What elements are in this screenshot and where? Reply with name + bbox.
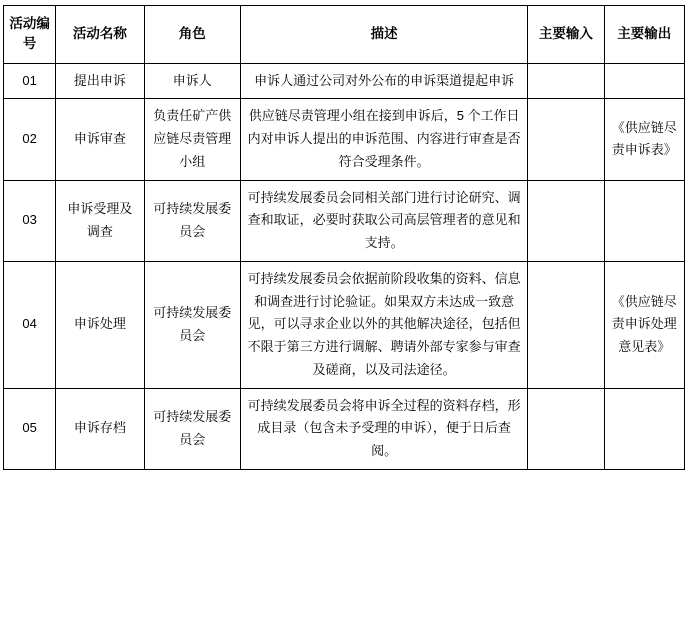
cell-description: 申诉人通过公司对外公布的申诉渠道提起申诉 [241, 63, 528, 99]
cell-activity-name: 提出申诉 [56, 63, 144, 99]
cell-activity-id: 05 [4, 388, 56, 469]
column-header-role-label: 角色 [178, 26, 206, 42]
table-row [4, 261, 685, 388]
table-row [4, 63, 685, 99]
column-header-main-input-label: 主要输入 [538, 26, 593, 42]
cell-main-input [528, 261, 604, 388]
table-row [4, 388, 685, 469]
cell-main-input [528, 180, 604, 261]
cell-activity-name: 申诉存档 [56, 388, 144, 469]
column-header-description-label: 描述 [370, 26, 398, 42]
cell-description: 可持续发展委员会将申诉全过程的资料存档，形成目录（包含未予受理的申诉），便于日后查阅。 [241, 388, 528, 469]
cell-role: 可持续发展委员会 [144, 388, 240, 469]
cell-role: 可持续发展委员会 [144, 180, 240, 261]
cell-activity-id: 04 [4, 261, 56, 388]
table-header-row [4, 6, 685, 64]
cell-role: 负责任矿产供应链尽责管理小组 [144, 99, 240, 180]
table-row [4, 180, 685, 261]
column-header-main-output-label: 主要输出 [617, 26, 672, 42]
cell-role: 申诉人 [144, 63, 240, 99]
cell-activity-id: 01 [4, 63, 56, 99]
cell-activity-id: 02 [4, 99, 56, 180]
cell-description: 可持续发展委员会依据前阶段收集的资料、信息和调查进行讨论验证。如果双方未达成一致意见，可以寻求企业以外的其他解决途径，包括但不限于第三方进行调解、聘请外部专家参与审查及磋商，以及司法途径。 [241, 261, 528, 388]
cell-main-output [604, 388, 684, 469]
cell-main-output: 《供应链尽责申诉处理意见表》 [604, 261, 684, 388]
cell-main-output [604, 180, 684, 261]
column-header-role [144, 6, 240, 64]
column-header-main-input [528, 6, 604, 64]
cell-description: 供应链尽责管理小组在接到申诉后，5 个工作日内对申诉人提出的申诉范围、内容进行审查是否符合受理条件。 [241, 99, 528, 180]
cell-main-output: 《供应链尽责申诉表》 [604, 99, 684, 180]
column-header-activity-name [56, 6, 144, 64]
cell-main-input [528, 99, 604, 180]
cell-main-output [604, 63, 684, 99]
table-row [4, 99, 685, 180]
cell-role: 可持续发展委员会 [144, 261, 240, 388]
process-table [3, 5, 685, 470]
cell-main-input [528, 388, 604, 469]
cell-description: 可持续发展委员会同相关部门进行讨论研究、调查和取证，必要时获取公司高层管理者的意见和支持。 [241, 180, 528, 261]
cell-activity-name: 申诉审查 [56, 99, 144, 180]
cell-activity-id: 03 [4, 180, 56, 261]
column-header-activity-id-label: 活动编号 [9, 16, 50, 52]
column-header-activity-name-label: 活动名称 [72, 26, 127, 42]
column-header-description [241, 6, 528, 64]
cell-activity-name: 申诉受理及调查 [56, 180, 144, 261]
cell-activity-name: 申诉处理 [56, 261, 144, 388]
column-header-main-output [604, 6, 684, 64]
cell-main-input [528, 63, 604, 99]
column-header-activity-id [4, 6, 56, 64]
